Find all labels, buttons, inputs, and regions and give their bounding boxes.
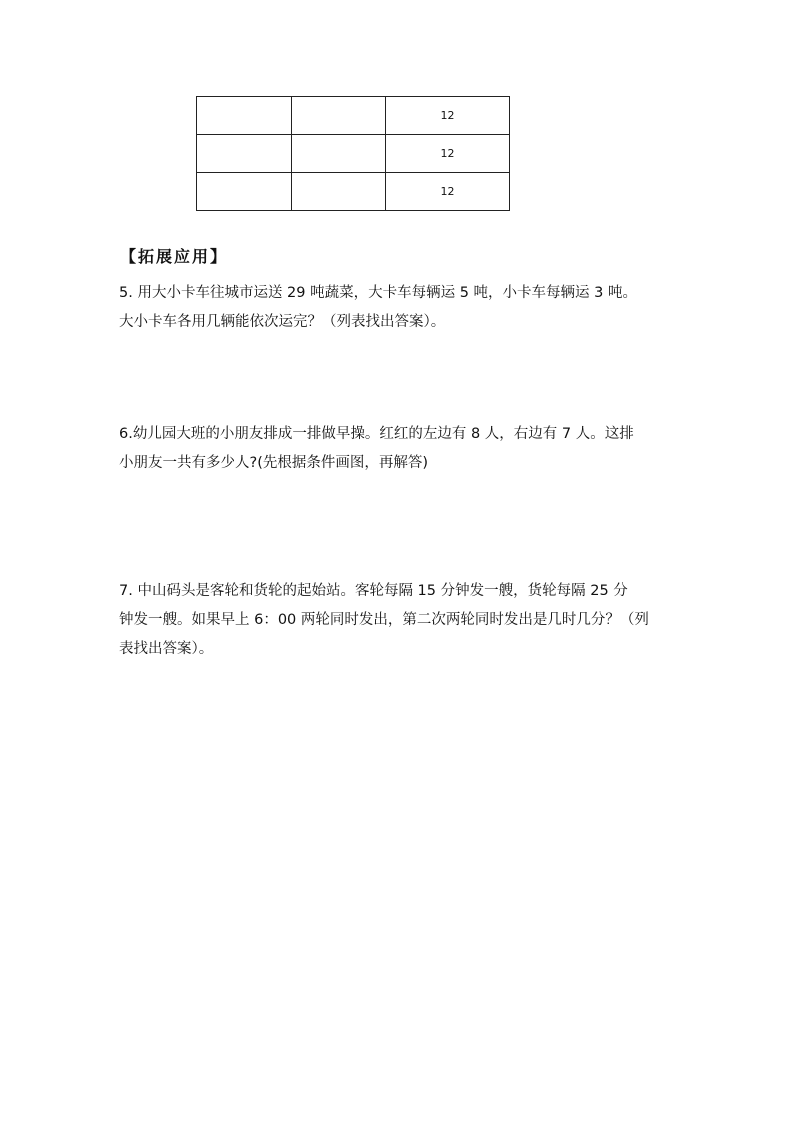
problem-text-line: 表找出答案）。 [119,641,214,657]
section-heading: 【拓展应用】 [120,247,229,266]
answer-table [196,96,510,211]
table-row [197,135,510,173]
problem-text-line: 6.幼儿园大班的小朋友排成一排做早操。红红的左边有 8 人，右边有 7 人。这排 [119,426,634,442]
problem-text-line: 5. 用大小卡车往城市运送 29 吨蔬菜，大卡车每辆运 5 吨，小卡车每辆运 3 吨。 [119,285,637,301]
table-cell [197,97,292,135]
table-cell: 12 [386,173,510,211]
problem-text-line: 钟发一艘。如果早上 6：00 两轮同时发出，第二次两轮同时发出是几时几分？（列 [119,612,649,628]
table-cell [292,135,386,173]
table-row [197,173,510,211]
problem-text-line: 大小卡车各用几辆能依次运完？（列表找出答案）。 [119,314,446,330]
table-cell: 12 [386,97,510,135]
table-row [197,97,510,135]
problem-text-line: 小朋友一共有多少人?(先根据条件画图，再解答) [119,455,429,471]
table-cell: 12 [386,135,510,173]
table-cell [197,135,292,173]
problem-text-line: 7. 中山码头是客轮和货轮的起始站。客轮每隔 15 分钟发一艘，货轮每隔 25 分 [119,583,628,599]
problem-5 [119,279,699,337]
problem-7 [119,577,699,664]
problem-6 [119,420,699,478]
table-cell [292,97,386,135]
table-cell [292,173,386,211]
table-cell [197,173,292,211]
